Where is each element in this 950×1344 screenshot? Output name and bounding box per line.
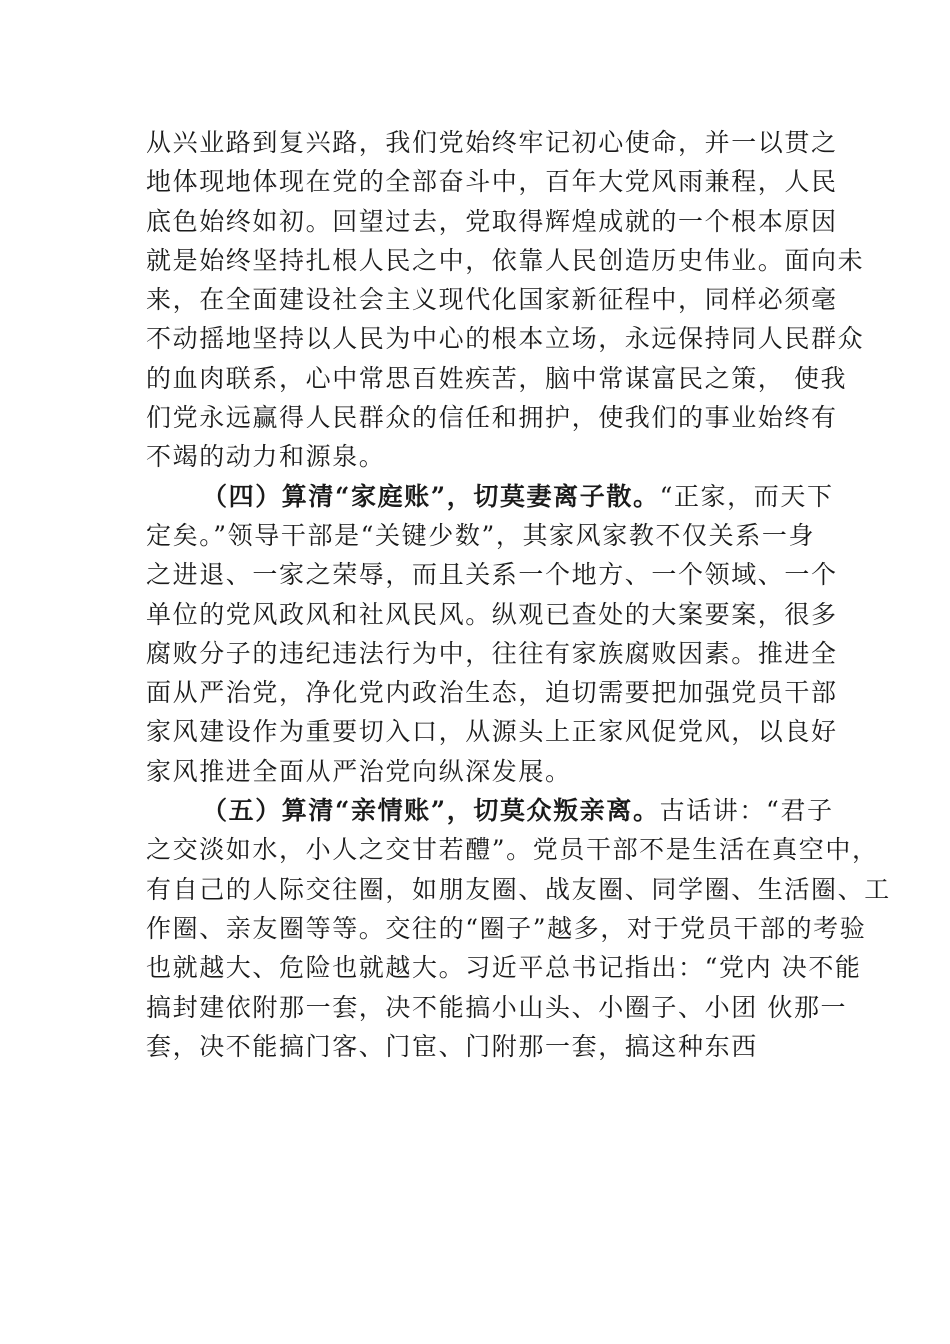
text-line: 家风建设作为重要切入口，从源头上正家风促党风，以良好 bbox=[146, 717, 838, 747]
text-line: 的血肉联系，心中常思百姓疾苦，脑中常谋富民之策， 使我 bbox=[146, 363, 848, 393]
text-line: 单位的党风政风和社风民风。纵观已查处的大案要案，很多 bbox=[146, 599, 838, 629]
text-line: 不竭的动力和源泉。 bbox=[146, 442, 386, 472]
text-line: 也就越大、危险也就越大。习近平总书记指出：“党内 决不能 bbox=[146, 953, 862, 983]
text-line: 有自己的人际交往圈，如朋友圈、战友圈、同学圈、生活圈、工 bbox=[146, 874, 891, 904]
text-line: 腐败分子的违纪违法行为中，往往有家族腐败因素。推进全 bbox=[146, 638, 838, 668]
text-line: 不动摇地坚持以人民为中心的根本立场，永远保持同人民群众 bbox=[146, 324, 865, 354]
text-line: 底色始终如初。回望过去，党取得辉煌成就的一个根本原因 bbox=[146, 206, 838, 236]
text-line: 定矣。”领导干部是“关键少数”，其家风家教不仅关系一身 bbox=[146, 520, 816, 550]
text-line: 家风推进全面从严治党向纵深发展。 bbox=[146, 756, 572, 786]
section-5-heading: （五）算清“亲情账”，切莫众叛亲离。 bbox=[202, 796, 660, 826]
text-line: 地体现地体现在党的全部奋斗中，百年大党风雨兼程，人民 bbox=[146, 167, 838, 197]
text-line: 之进退、一家之荣辱，而且关系一个地方、一个领域、一个 bbox=[146, 560, 838, 590]
document-body bbox=[146, 123, 891, 1066]
text-line: 来，在全面建设社会主义现代化国家新征程中，同样必须毫 bbox=[146, 285, 838, 315]
section-4-first-line bbox=[146, 477, 846, 516]
text-line: 从兴业路到复兴路，我们党始终牢记初心使命，并一以贯之 bbox=[146, 128, 838, 157]
section-5-first-line bbox=[146, 791, 846, 830]
text-line: 作圈、亲友圈等等。交往的“圈子”越多，对于党员干部的考验 bbox=[146, 913, 867, 943]
section-4-text: “正家，而天下 bbox=[659, 481, 834, 511]
text-line: 就是始终坚持扎根人民之中，依靠人民创造历史伟业。面向未 bbox=[146, 245, 865, 275]
text-line: 们党永远赢得人民群众的信任和拥护，使我们的事业始终有 bbox=[146, 403, 838, 433]
section-4-heading: （四）算清“家庭账”，切莫妻离子散。 bbox=[202, 481, 660, 511]
text-line: 之交淡如水，小人之交甘若醴”。党员干部不是生活在真空中， bbox=[146, 835, 879, 865]
text-line: 面从严治党，净化党内政治生态，迫切需要把加强党员干部 bbox=[146, 678, 838, 708]
text-line: 搞封建依附那一套，决不能搞小山头、小圈子、小团 伙那一 bbox=[146, 992, 848, 1022]
text-line: 套，决不能搞门客、门宦、门附那一套，搞这种东西 bbox=[146, 1031, 758, 1061]
section-5-text: 古话讲：“君子 bbox=[659, 796, 834, 826]
